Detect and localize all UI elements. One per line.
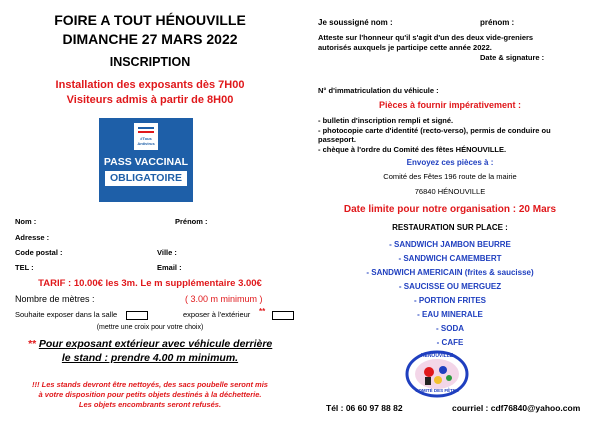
warning-line1: !!! Les stands devront être nettoyés, des sacs poubelle seront mis [32,380,268,389]
label-tel: TEL : [15,263,34,272]
atteste-line2: autorisés auxquels je participe cette année 2022. [318,43,492,52]
label-adresse: Adresse : [15,233,50,242]
pass-vaccinal-sign [99,118,193,202]
pass-line1: PASS VACCINAL [103,156,189,168]
address-line2: 76840 HÉNOUVILLE [414,187,486,196]
menu-item: - SANDWICH AMERICAIN (frites & saucisse) [366,268,534,277]
salle-checkbox[interactable] [126,311,148,320]
menu-item: - CAFE [436,338,464,347]
logo-top-text: HÉNOUVILLE [420,353,454,359]
tarif: TARIF : 10.00€ les 3m. Le m supplémentaire 3.00€ [38,278,262,289]
menu-item: - PORTION FRITES [414,296,486,305]
piece-2: - photocopie carte d'identité (recto-verso), permis de conduire ou [318,126,551,135]
envoyez-heading: Envoyez ces pièces à : [406,158,494,167]
event-title: FOIRE A TOUT HÉNOUVILLE [54,12,246,28]
vehicle-note: ** Pour exposant extérieur avec véhicule derrière [27,338,273,350]
menu-item: - EAU MINERALE [417,310,483,319]
label-prenom: Prénom : [175,217,208,226]
label-salle: Souhaite exposer dans la salle [15,310,118,319]
event-date: DIMANCHE 27 MARS 2022 [62,31,238,47]
menu-item: - SODA [436,324,464,333]
label-exterieur: exposer à l'extérieur [183,310,251,319]
atteste-line1: Atteste sur l'honneur qu'il s'agit d'un des deux vide-greniers [318,33,534,42]
label-metres: Nombre de mètres : [15,294,95,304]
inscription-heading: INSCRIPTION [109,55,191,69]
install-time: Installation des exposants dès 7H00 [55,79,245,91]
date-limite: Date limite pour notre organisation : 20 Mars [343,204,557,215]
piece-1: - bulletin d'inscription rempli et signé. [318,116,454,125]
label-nom: Nom : [15,217,37,226]
comite-logo [405,350,469,398]
exterieur-stars: ** [259,307,266,316]
date-signature: Date & signature : [480,53,545,62]
warning-line3: Les objets encombrants seront refusés. [78,400,222,409]
label-code-postal: Code postal : [15,248,63,257]
soussigne-nom: Je soussigné nom : [318,18,393,27]
restauration-heading: RESTAURATION SUR PLACE : [392,223,508,232]
visitor-time: Visiteurs admis à partir de 8H00 [66,94,234,106]
menu-item: - SANDWICH CAMEMBERT [398,254,502,263]
menu-item: - SANDWICH JAMBON BEURRE [389,240,511,249]
pieces-heading: Pièces à fournir impérativement : [378,100,522,110]
croix-instruction: (mettre une croix pour votre choix) [96,324,204,331]
warning-line2: à votre disposition pour petits objets destinés à la déchetterie. [38,390,262,399]
label-ville: Ville : [157,248,177,257]
immatriculation: N° d'immatriculation du véhicule : [318,86,439,95]
soussigne-prenom: prénom : [480,18,515,27]
contact-email: courriel : cdf76840@yahoo.com [452,403,581,413]
address-line1: Comité des Fêtes 196 route de la mairie [383,172,517,181]
menu-item: - SAUCISSE OU MERGUEZ [398,282,502,291]
piece-2b: passeport. [318,135,356,144]
contact-phone: Tél : 06 60 97 88 82 [326,403,403,413]
label-email: Email : [157,263,182,272]
pass-line2: OBLIGATOIRE [105,171,187,186]
metres-minimum: ( 3.00 m minimum ) [185,294,263,304]
piece-3: - chèque à l'ordre du Comité des fêtes HÉNOUVILLE. [318,145,507,154]
logo-bottom-text: COMITÉ DES FÊTES [415,388,459,393]
exterieur-checkbox[interactable] [272,311,294,320]
badge-icon: #Tous Antivirus [134,123,158,150]
vehicle-note-2: le stand : prendre 4.00 m minimum. [61,352,239,364]
